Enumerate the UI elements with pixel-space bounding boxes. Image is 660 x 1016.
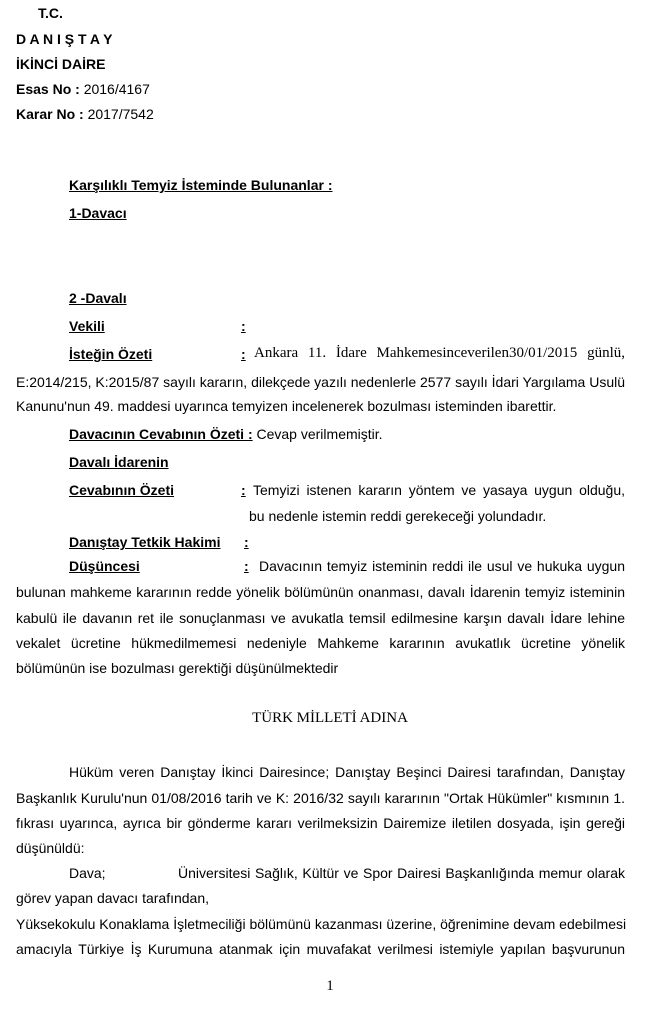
judge-colon-2: : [244, 558, 249, 574]
defendant-response-colon: : [241, 482, 246, 498]
esas-label: Esas No : [16, 81, 80, 97]
judge-line-2: bulunan mahkeme kararının redde yönelik bölümünün onanması, davalı İdarenin temyiz isteminin [16, 584, 625, 600]
judge-line-1: Davacının temyiz isteminin reddi ile usul ve hukuka uygun [259, 558, 625, 574]
request-line-2: E:2014/215, K:2015/87 sayılı kararın, dilekçede yazılı nedenlerle 2577 sayılı İdari Yargılama Usulü [16, 374, 625, 390]
judge-line-4: vekalet ücretine hükmedilmemesi nedeniyle Mahkeme kararının avukatlık ücretine yönelik [16, 635, 625, 651]
attorney-label: Vekili [69, 318, 105, 334]
plaintiff-response-label: Davacının Cevabının Özeti : [69, 426, 253, 442]
decision-p1-line-1: Hüküm veren Danıştay İkinci Dairesince; Danıştay Beşinci Dairesi tarafından, Danıştay [69, 764, 625, 780]
decision-p1-line-2: Başkanlık Kurulu'nun 01/08/2016 tarih ve K: 2016/32 sayılı kararının "Ortak Hükümler" kısmının 1. [16, 790, 625, 806]
karar-number [16, 106, 154, 122]
decision-p1-line-3: fıkrası uyarınca, ayrıca bir gönderme kararı verilmeksizin Dairemize iletilen dosyada, işin gereği [16, 815, 625, 831]
request-line-1: Ankara 11. İdare Mahkemesinceverilen30/01/2015 günlü, [254, 345, 625, 361]
plaintiff-label: 1-Davacı [69, 205, 127, 221]
judge-line-5: bölümünün ise bozulması gerektiği düşünülmektedir [16, 660, 339, 676]
karar-value: 2017/7542 [83, 106, 154, 122]
judge-label-2: Düşüncesi [69, 558, 140, 574]
plaintiff-response [69, 426, 383, 442]
karar-label: Karar No : [16, 106, 84, 122]
judge-colon-1: : [244, 534, 249, 550]
esas-number [16, 81, 150, 97]
dava-line-2: görev yapan davacı tarafından, [16, 890, 210, 906]
dava-label: Dava; [69, 865, 106, 881]
dava-line-1: Üniversitesi Sağlık, Kültür ve Spor Dairesi Başkanlığında memur olarak [178, 865, 625, 881]
judge-label-1: Danıştay Tetkik Hakimi [69, 534, 221, 550]
decision-p1-line-4: düşünüldü: [16, 840, 85, 856]
request-line-3: Kanunu'nun 49. maddesi uyarınca temyizen incelenerek bozulması isteminden ibarettir. [16, 398, 557, 414]
request-colon: : [241, 346, 246, 362]
plaintiff-response-text: Cevap verilmemiştir. [252, 426, 383, 442]
defendant-response-label-1: Davalı İdarenin [69, 454, 169, 470]
judge-line-3: kabulü ile davanın ret ile sonuçlanması ve avukatla temsil edilmesine karşın davalı İdare lehine [16, 610, 625, 626]
chamber-name: İKİNCİ DAİRE [16, 56, 106, 72]
dava-line-4: amacıyla Türkiye İş Kurumuna atanmak için muvafakat verilmesi istemiyle yapılan başvurunun [16, 941, 625, 957]
esas-value: 2016/4167 [79, 81, 150, 97]
parties-heading: Karşılıklı Temyiz İsteminde Bulunanlar : [69, 177, 333, 193]
court-name: D A N I Ş T A Y [16, 31, 113, 47]
defendant-label: 2 -Davalı [69, 290, 127, 306]
defendant-response-line-2: bu nedenle istemin reddi gerekeceği yolundadır. [249, 508, 547, 524]
page-number: 1 [326, 978, 334, 994]
tc-heading: T.C. [38, 5, 63, 21]
defendant-response-label-2: Cevabının Özeti [69, 482, 175, 498]
defendant-response-line-1: Temyizi istenen kararın yöntem ve yasaya uygun olduğu, [253, 482, 625, 498]
decision-title: TÜRK MİLLETİ ADINA [252, 710, 408, 726]
dava-line-3: Yüksekokulu Konaklama İşletmeciliği bölümünü kazanması üzerine, öğrenimine devam edebilmesi [16, 916, 627, 932]
request-label: İsteğin Özeti [69, 346, 153, 362]
attorney-colon: : [241, 318, 246, 334]
